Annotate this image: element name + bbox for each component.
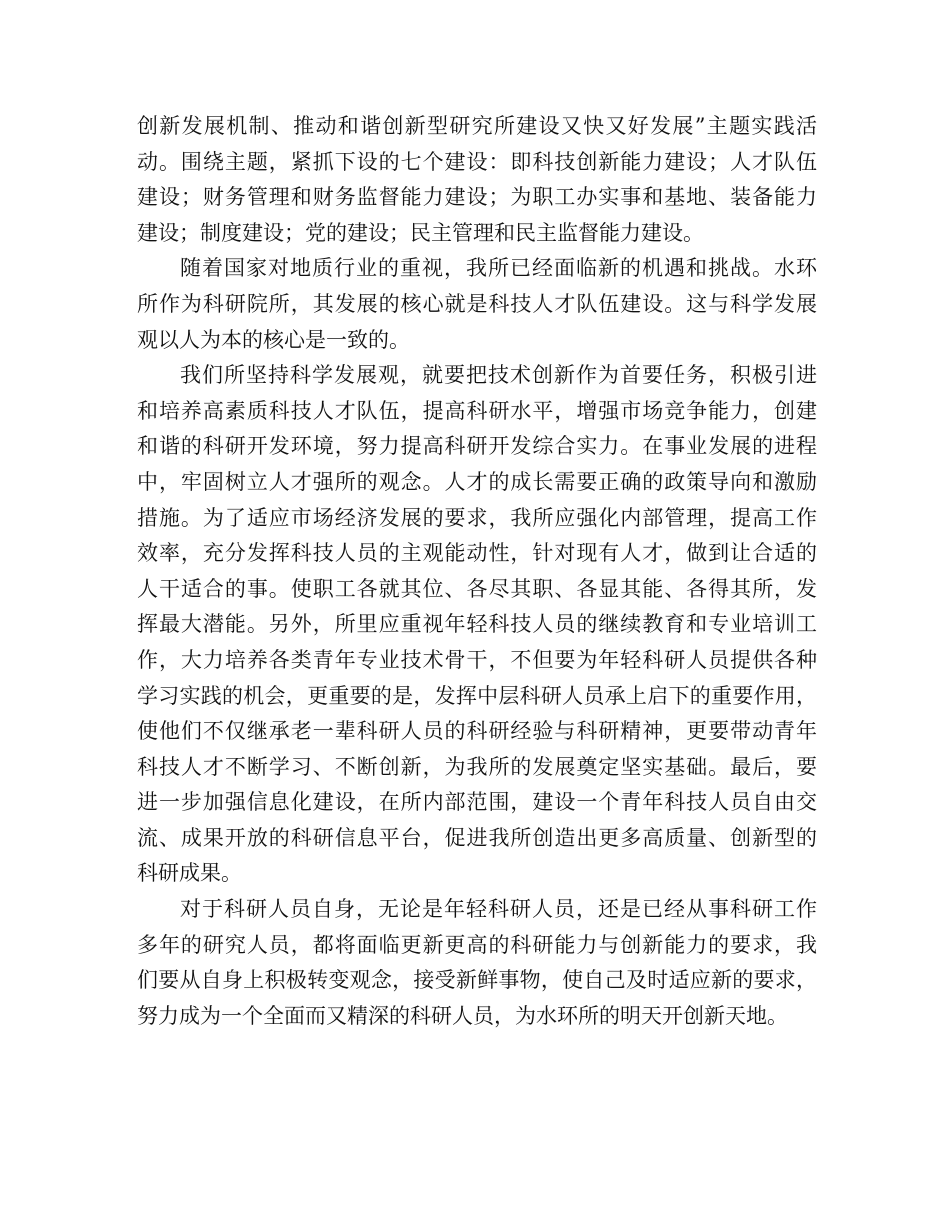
paragraph-2 <box>137 251 817 358</box>
paragraph-line: 创新发展机制、推动和谐创新型研究所建设又快又好发展”主题实践活 <box>137 114 817 138</box>
paragraph-line: 随着国家对地质行业的重视，我所已经面临新的机遇和挑战。水环 <box>180 256 817 281</box>
paragraph-line: 科技人才不断学习、不断创新，为我所的发展奠定坚实基础。最后，要 <box>137 754 817 779</box>
paragraph-line: 挥最大潜能。另外，所里应重视年轻科技人员的继续教育和专业培训工 <box>137 612 817 637</box>
paragraph-line: 科研成果。 <box>137 861 242 886</box>
paragraph-3 <box>137 358 817 892</box>
paragraph-line: 流、成果开放的科研信息平台，促进我所创造出更多高质量、创新型的 <box>137 825 817 850</box>
paragraph-line: 建设；财务管理和财务监督能力建设；为职工办实事和基地、装备能力 <box>137 185 817 210</box>
paragraph-line: 多年的研究人员，都将面临更新更高的科研能力与创新能力的要求，我 <box>137 932 817 957</box>
paragraph-line: 和谐的科研开发环境，努力提高科研开发综合实力。在事业发展的进程 <box>137 434 817 459</box>
paragraph-1 <box>137 109 817 251</box>
paragraph-line: 使他们不仅继承老一辈科研人员的科研经验与科研精神，更要带动青年 <box>137 719 817 744</box>
paragraph-line: 和培养高素质科技人才队伍，提高科研水平，增强市场竞争能力，创建 <box>137 398 817 423</box>
paragraph-line: 建设；制度建设；党的建设；民主管理和民主监督能力建设。 <box>137 220 704 245</box>
paragraph-4 <box>137 892 817 1034</box>
paragraph-line: 动。围绕主题，紧抓下设的七个建设：即科技创新能力建设；人才队伍 <box>137 149 817 174</box>
paragraph-line: 措施。为了适应市场经济发展的要求，我所应强化内部管理，提高工作 <box>137 505 817 530</box>
paragraph-line: 观以人为本的核心是一致的。 <box>137 327 410 352</box>
document-page <box>137 109 817 1034</box>
paragraph-line: 对于科研人员自身，无论是年轻科研人员，还是已经从事科研工作 <box>180 897 817 922</box>
paragraph-line: 学习实践的机会，更重要的是，发挥中层科研人员承上启下的重要作用， <box>137 683 817 708</box>
paragraph-line: 作，大力培养各类青年专业技术骨干，不但要为年轻科研人员提供各种 <box>137 647 817 672</box>
paragraph-line: 努力成为一个全面而又精深的科研人员，为水环所的明天开创新天地。 <box>137 1003 788 1028</box>
paragraph-line: 我们所坚持科学发展观，就要把技术创新作为首要任务，积极引进 <box>180 363 817 388</box>
paragraph-line: 效率，充分发挥科技人员的主观能动性，针对现有人才，做到让合适的 <box>137 541 817 566</box>
paragraph-line: 们要从自身上积极转变观念，接受新鲜事物，使自己及时适应新的要求， <box>137 968 817 993</box>
paragraph-line: 人干适合的事。使职工各就其位、各尽其职、各显其能、各得其所，发 <box>137 576 817 601</box>
paragraph-line: 进一步加强信息化建设，在所内部范围，建设一个青年科技人员自由交 <box>137 790 817 815</box>
paragraph-line: 中，牢固树立人才强所的观念。人才的成长需要正确的政策导向和激励 <box>137 469 817 494</box>
paragraph-line: 所作为科研院所，其发展的核心就是科技人才队伍建设。这与科学发展 <box>137 291 817 316</box>
